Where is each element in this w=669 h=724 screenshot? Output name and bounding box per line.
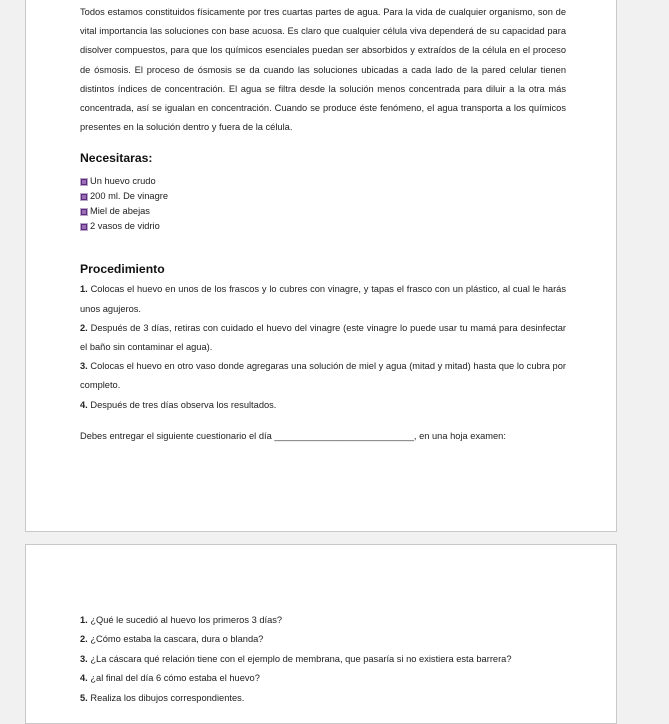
procedure-steps	[80, 280, 566, 414]
list-item: 2 vasos de vidrio	[80, 219, 566, 234]
materials-list	[80, 174, 566, 234]
page-1-content	[80, 3, 566, 446]
procedure-step: 1. Colocas el huevo en unos de los frascos y lo cubres con vinagre, y tapas el frasco con un plástico, al cual le harás unos agujeros.	[80, 284, 566, 314]
delivery-instruction: Debes entregar el siguiente cuestionario el día ___________________________, en una hoja examen:	[80, 430, 506, 441]
question-item: 4. ¿al final del día 6 cómo estaba el huevo?	[80, 673, 260, 684]
intro-paragraph: Todos estamos constituidos físicamente por tres cuartas partes de agua. Para la vida de cualquier organismo, son de vital importancia las soluciones con base acuosa. Es claro que cualquier célula viva dependerá de su capacidad para disolver compuestos, para que los químicos esenciales puedan ser absorbidos y extraídos de la célula en el proceso de ósmosis. El proceso de ósmosis se da cuando las soluciones ubicadas a cada lado de la pared celular tienen distintos índices de concentración. El agua se filtra desde la solución menos concentrada para diluir a la otra más concentrada, así se igualan en concentración. Cuando se produce éste fenómeno, el agua transporta a los químicos presentes en la solución dentro y fuera de la célula.	[80, 7, 566, 133]
document-page-2	[25, 544, 617, 724]
list-item: Un huevo crudo	[80, 174, 566, 189]
question-item: 3. ¿La cáscara qué relación tiene con el ejemplo de membrana, que pasaría si no existiera esta barrera?	[80, 653, 512, 664]
square-bullet-icon	[80, 193, 88, 201]
square-bullet-icon	[80, 208, 88, 216]
question-item: 5. Realiza los dibujos correspondientes.	[80, 692, 245, 703]
procedure-step: 3. Colocas el huevo en otro vaso donde agregaras una solución de miel y agua (mitad y mitad) hasta que lo cubra por completo.	[80, 361, 566, 391]
questionnaire	[80, 611, 566, 708]
procedure-heading: Procedimiento	[80, 262, 165, 277]
list-item: Miel de abejas	[80, 204, 566, 219]
document-page-1	[25, 0, 617, 532]
procedure-step: 2. Después de 3 días, retiras con cuidado el huevo del vinagre (este vinagre lo puede usar tu mamá para desinfectar el baño sin contaminar el agua).	[80, 322, 566, 353]
list-item: 200 ml. De vinagre	[80, 189, 566, 204]
procedure-step: 4. Después de tres días observa los resultados.	[80, 399, 277, 410]
square-bullet-icon	[80, 223, 88, 231]
square-bullet-icon	[80, 178, 88, 186]
question-item: 2. ¿Cómo estaba la cascara, dura o blanda?	[80, 634, 264, 645]
question-item: 1. ¿Qué le sucedió al huevo los primeros 3 días?	[80, 615, 283, 625]
materials-heading: Necesitaras:	[80, 151, 153, 166]
